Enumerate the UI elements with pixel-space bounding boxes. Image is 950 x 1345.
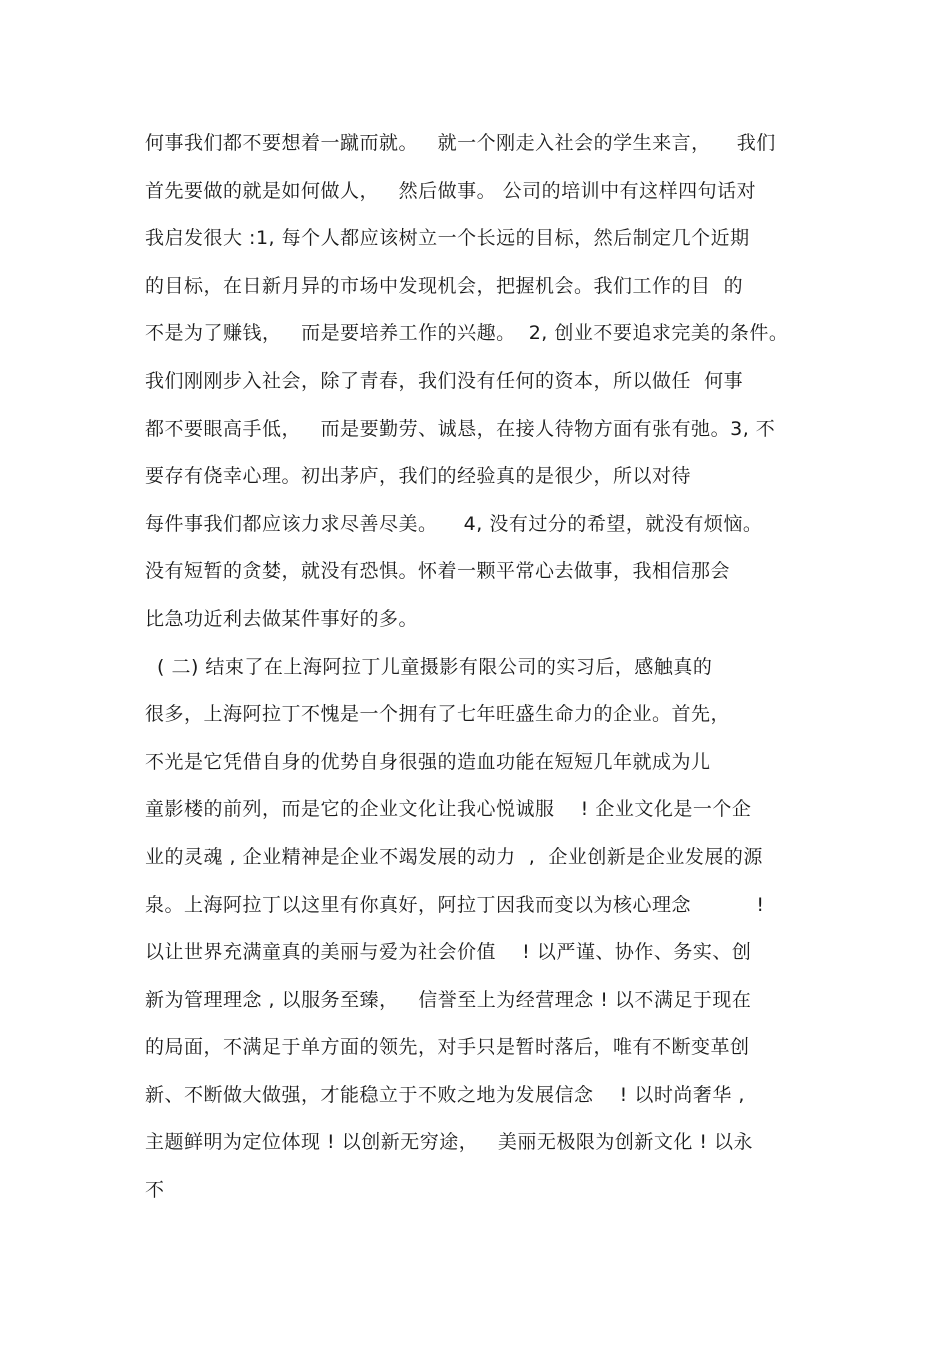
text-line: 很多，上海阿拉丁不愧是一个拥有了七年旺盛生命力的企业。首先， bbox=[145, 703, 731, 726]
text-line: 我们刚刚步入社会，除了青春，我们没有任何的资本，所以做任 何事 bbox=[145, 369, 744, 392]
text-line: 童影楼的前列，而是它的企业文化让我心悦诚服 ! 企业文化是一个企 bbox=[145, 798, 752, 821]
text-line: 首先要做的就是如何做人， 然后做事。 公司的培训中有这样四句话对 bbox=[145, 179, 757, 202]
text-line: 以让世界充满童真的美丽与爱为社会价值 ! 以严谨、协作、务实、创 bbox=[145, 941, 752, 964]
text-line: 的目标，在日新月异的市场中发现机会，把握机会。我们工作的目 的 bbox=[145, 274, 744, 297]
text-line: 新、不断做大做强，才能稳立于不败之地为发展信念 ! 以时尚奢华 , bbox=[145, 1083, 745, 1106]
text-line: 我启发很大 :1, 每个人都应该树立一个长远的目标，然后制定几个近期 bbox=[145, 227, 750, 250]
text-line: 业的灵魂 , 企业精神是企业不竭发展的动力 , 企业创新是企业发展的源 bbox=[145, 845, 763, 868]
text-line: 不是为了赚钱， 而是要培养工作的兴趣。 2, 创业不要追求完美的条件。 bbox=[145, 322, 789, 345]
text-line: 比急功近利去做某件事好的多。 bbox=[145, 607, 419, 630]
text-line: 泉。上海阿拉丁以这里有你真好，阿拉丁因我而变以为核心理念 ! bbox=[145, 893, 765, 916]
body-text bbox=[145, 124, 825, 1219]
text-line: 要存有侥幸心理。初出茅庐，我们的经验真的是很少，所以对待 bbox=[145, 465, 692, 488]
text-line: 不 bbox=[145, 1179, 165, 1202]
section-heading-line: ( 二) 结束了在上海阿拉丁儿童摄影有限公司的实习后，感触真的 bbox=[157, 655, 713, 678]
text-line: 不光是它凭借自身的优势自身很强的造血功能在短短几年就成为儿 bbox=[145, 750, 711, 773]
text-line: 的局面，不满足于单方面的领先，对手只是暂时落后，唯有不断变革创 bbox=[145, 1036, 750, 1059]
text-line: 何事我们都不要想着一蹴而就。 就一个刚走入社会的学生来言， 我们 bbox=[145, 132, 776, 154]
text-line: 每件事我们都应该力求尽善尽美。 4, 没有过分的希望，就没有烦恼。 bbox=[145, 512, 763, 535]
text-line: 新为管理理念 , 以服务至臻， 信誉至上为经营理念 ! 以不满足于现在 bbox=[145, 988, 752, 1011]
text-line: 都不要眼高手低， 而是要勤劳、诚恳，在接人待物方面有张有弛。3, 不 bbox=[145, 417, 776, 440]
text-line: 主题鲜明为定位体现 ! 以创新无穷途， 美丽无极限为创新文化 ! 以永 bbox=[145, 1131, 754, 1154]
text-line: 没有短暂的贪婪，就没有恐惧。怀着一颗平常心去做事，我相信那会 bbox=[145, 560, 731, 583]
